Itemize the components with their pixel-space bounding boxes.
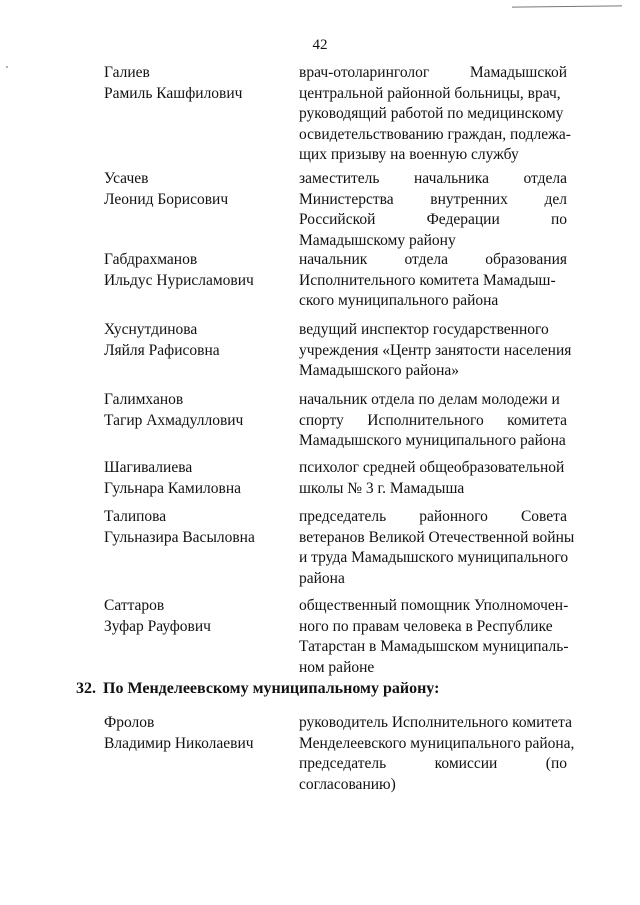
scan-speck: [6, 66, 8, 68]
member-name: [104, 63, 294, 104]
position-word: ного по правам человека в Республике: [299, 617, 553, 635]
member-position: [299, 458, 567, 499]
position-word: председатель: [299, 508, 387, 525]
member-surname: Усачев: [104, 170, 149, 187]
position-word: ветеранов Великой Отечественной войны: [299, 528, 575, 546]
position-line: [299, 734, 575, 755]
position-word: председатель: [299, 755, 387, 772]
position-word: Исполнительного: [367, 411, 484, 429]
position-word: образования: [485, 251, 567, 268]
position-word: и труда Мамадышского муниципального: [299, 549, 569, 566]
member-given-names: Рамиль Кашфилович: [104, 84, 243, 102]
member-position: [299, 169, 567, 251]
position-line: [299, 291, 567, 312]
member-given-names: Ляйля Рафисовна: [104, 341, 220, 359]
position-word: Мамадышскому району: [299, 231, 456, 249]
position-line: [299, 169, 567, 190]
member-given-names: Тагир Ахмадуллович: [104, 411, 244, 429]
position-word: начальник: [299, 251, 368, 268]
member-name: [104, 713, 294, 754]
position-line: [299, 125, 571, 146]
position-word: по: [550, 211, 567, 228]
position-line: [299, 63, 567, 84]
section-heading: [76, 679, 576, 699]
position-line: [299, 104, 567, 125]
member-surname: Хуснутдинова: [104, 321, 198, 338]
member-surname: Галимханов: [104, 391, 184, 408]
member-position: [299, 320, 572, 382]
position-line: [299, 320, 567, 341]
position-line: [299, 458, 567, 479]
member-surname: Саттаров: [104, 597, 165, 614]
position-line: [299, 569, 567, 590]
position-line: [299, 548, 567, 569]
position-line: [299, 271, 567, 292]
member-position: [299, 596, 567, 678]
member-position: [299, 390, 567, 452]
position-word: общественный помощник Уполномочен-: [299, 597, 569, 614]
position-line: [299, 84, 567, 105]
position-word: заместитель: [299, 170, 380, 187]
position-word: психолог средней общеобразовательной: [299, 459, 565, 476]
position-line: [299, 713, 572, 734]
member-name: [104, 169, 294, 210]
position-word: руководящий работой по медицинскому: [299, 105, 564, 122]
position-word: учреждения «Центр занятости населения: [299, 341, 572, 359]
position-word: внутренних: [430, 190, 508, 208]
member-given-names: Гульнара Камиловна: [104, 479, 242, 497]
position-word: освидетельствованию граждан, подлежа-: [299, 125, 571, 143]
member-name: [104, 320, 294, 361]
position-word: ского муниципального района: [299, 292, 499, 309]
position-word: комиссии: [434, 755, 498, 772]
section-number: 32.: [76, 680, 96, 697]
position-word: (по: [545, 755, 567, 772]
member-position: [299, 713, 575, 795]
position-line: [299, 361, 567, 382]
position-word: щих призыву на военную службу: [299, 146, 519, 163]
position-word: Исполнительного комитета Мамадыш-: [299, 271, 556, 289]
position-line: [299, 507, 567, 528]
member-given-names: Ильдус Нурисламович: [104, 271, 254, 289]
position-word: Совета: [520, 508, 567, 525]
position-word: Министерства: [299, 190, 394, 208]
position-word: Федерации: [426, 211, 500, 228]
member-given-names: Гульназира Васыловна: [104, 528, 255, 546]
member-position: [299, 63, 571, 166]
member-surname: Галиев: [104, 64, 150, 81]
position-word: районного: [419, 508, 488, 525]
member-given-names: Зуфар Рауфович: [104, 617, 211, 635]
position-line: [299, 617, 567, 638]
member-name: [104, 507, 294, 548]
position-word: ном районе: [299, 658, 375, 676]
position-line: [299, 479, 567, 500]
section-title: По Менделеевскому муниципальному району:: [103, 680, 440, 697]
position-word: Менделеевского муниципального района,: [299, 734, 575, 752]
member-surname: Габдрахманов: [104, 251, 198, 268]
member-surname: Шагивалиева: [104, 459, 193, 476]
position-word: отдела: [523, 170, 567, 187]
position-word: Мамадышского муниципального района: [299, 432, 566, 449]
position-line: [299, 775, 567, 796]
member-name: [104, 250, 294, 291]
position-line: [299, 231, 567, 252]
position-line: [299, 190, 567, 211]
position-word: школы № 3 г. Мамадыша: [299, 479, 465, 497]
member-position: [299, 250, 567, 312]
position-line: [299, 658, 567, 679]
member-name: [104, 596, 294, 637]
position-line: [299, 390, 567, 411]
position-word: начальника: [414, 170, 489, 187]
position-line: [299, 528, 575, 549]
position-word: Российской: [299, 211, 376, 228]
position-line: [299, 411, 567, 432]
member-surname: Талипова: [104, 508, 167, 525]
member-given-names: Леонид Борисович: [104, 190, 229, 208]
position-line: [299, 250, 567, 271]
position-line: [299, 210, 567, 231]
position-line: [299, 145, 567, 166]
position-word: дел: [544, 190, 567, 208]
position-word: начальник отдела по делам молодежи и: [299, 391, 560, 408]
position-word: района: [299, 569, 345, 587]
position-word: центральной районной больницы, врач,: [299, 84, 561, 102]
position-word: врач-отоларинголог: [299, 64, 430, 81]
position-word: Мамадышского района»: [299, 362, 460, 379]
page-number: 42: [312, 37, 328, 53]
member-name: [104, 458, 294, 499]
position-line: [299, 341, 572, 362]
scan-edge-line: [512, 5, 622, 7]
position-word: отдела: [404, 251, 449, 268]
position-word: спорту: [299, 411, 344, 429]
position-line: [299, 754, 567, 775]
position-line: [299, 596, 567, 617]
position-line: [299, 637, 567, 658]
position-word: Татарстан в Мамадышском муниципаль-: [299, 638, 569, 655]
member-position: [299, 507, 575, 589]
position-word: согласованию): [299, 775, 396, 793]
member-surname: Фролов: [104, 714, 155, 731]
position-word: ведущий инспектор государственного: [299, 321, 549, 338]
position-word: Мамадышской: [469, 64, 567, 81]
position-word: руководитель Исполнительного комитета: [299, 714, 572, 731]
member-given-names: Владимир Николаевич: [104, 734, 254, 752]
member-name: [104, 390, 294, 431]
position-line: [299, 431, 567, 452]
position-word: комитета: [507, 411, 567, 429]
